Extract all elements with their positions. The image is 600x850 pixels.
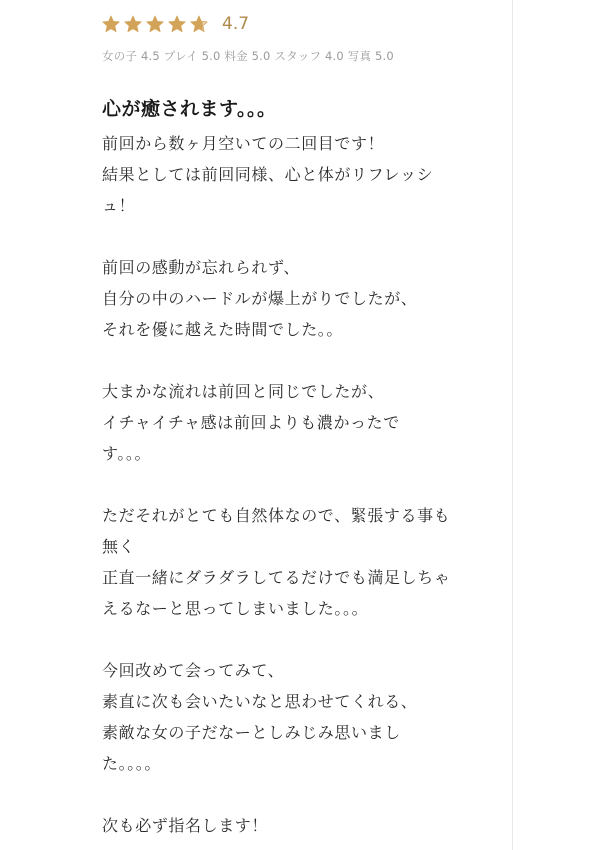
review-line: 正直一緒にダラダラしてるだけでも満足しちゃ (102, 568, 451, 587)
review-line: た。。。。 (102, 754, 162, 773)
star-icon (168, 15, 186, 33)
review-line: イチャイチャ感は前回よりも濃かったで (102, 413, 400, 432)
rating-row (102, 10, 249, 38)
review-line: 自分の中のハードルが爆上がりでしたが、 (102, 289, 418, 308)
review-line: 前回の感動が忘れられず、 (102, 258, 300, 277)
star-icon (124, 15, 142, 33)
review-line: ュ！ (102, 196, 136, 215)
review-line: 素敵な女の子だなーとしみじみ思いまし (102, 723, 401, 742)
review-line: それを優に越えた時間でした。。 (102, 320, 344, 339)
star-icon (190, 15, 208, 33)
star-icon (146, 15, 164, 33)
review-body (102, 128, 502, 841)
review-title: 心が癒されます。。。 (102, 98, 277, 120)
star-rating (102, 15, 208, 33)
review-line: ただそれがとても自然体なので、緊張する事も (102, 506, 451, 525)
blank-line (102, 469, 502, 500)
rating-value: 4.7 (222, 14, 250, 34)
blank-line (102, 624, 502, 655)
star-icon (102, 15, 120, 33)
review-line: 今回改めて会ってみて、 (102, 661, 285, 680)
review-line: 前回から数ヶ月空いての二回目です！ (102, 134, 385, 153)
category-scores: 女の子 4.5 プレイ 5.0 料金 5.0 スタッフ 4.0 写真 5.0 (102, 49, 394, 63)
blank-line (102, 221, 502, 252)
review-line: す。。。 (102, 444, 152, 463)
review-line: 次も必ず指名します！ (102, 816, 269, 835)
review-line: 素直に次も会いたいなと思わせてくれる、 (102, 692, 418, 711)
review-line: えるなーと思ってしまいました。。。 (102, 599, 369, 618)
review-line: 大まかな流れは前回と同じでしたが、 (102, 382, 385, 401)
review-line: 無く (102, 537, 136, 556)
divider (512, 0, 513, 850)
review-line: 結果としては前回同様、心と体がリフレッシ (102, 165, 434, 184)
blank-line (102, 779, 502, 810)
blank-line (102, 345, 502, 376)
